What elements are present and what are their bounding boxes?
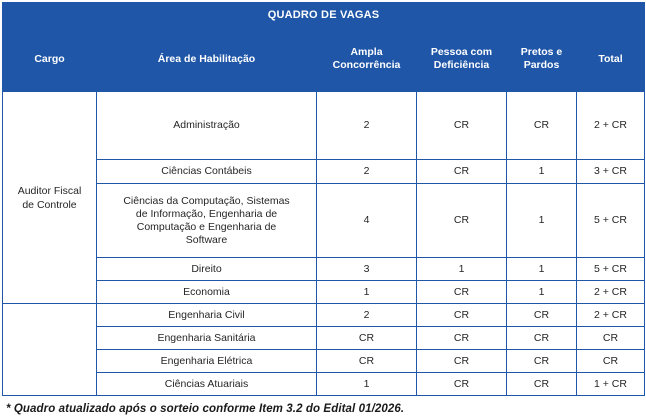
cell-pretos: CR — [507, 327, 577, 350]
cargo-label-line1: Auditor Fiscal — [17, 184, 82, 197]
cell-area: Engenharia Elétrica — [97, 350, 317, 373]
cell-ampla: CR — [317, 350, 417, 373]
column-header-total[interactable]: Total — [577, 27, 645, 92]
cell-pcd: CR — [417, 92, 507, 160]
table-title: QUADRO DE VAGAS — [3, 3, 645, 27]
cell-ampla: 4 — [317, 184, 417, 258]
cell-total: 5 + CR — [577, 184, 645, 258]
cell-pretos: CR — [507, 304, 577, 327]
cell-pretos: CR — [507, 92, 577, 160]
cell-pcd: CR — [417, 184, 507, 258]
cell-area: Ciências Atuariais — [97, 373, 317, 396]
column-header-pretos-e-pardos[interactable] — [507, 27, 577, 92]
cell-ampla: CR — [317, 327, 417, 350]
cell-area — [97, 184, 317, 258]
cell-area: Engenharia Sanitária — [97, 327, 317, 350]
cell-pretos: 1 — [507, 160, 577, 184]
cell-pcd: CR — [417, 281, 507, 304]
cell-area-line3: Computação e Engenharia de — [136, 220, 277, 233]
cell-pcd: CR — [417, 304, 507, 327]
table-row — [3, 350, 645, 373]
cell-total: 2 + CR — [577, 92, 645, 160]
cell-pretos: CR — [507, 373, 577, 396]
table-row — [3, 373, 645, 396]
table-title-row — [3, 3, 645, 27]
table-row — [3, 327, 645, 350]
cell-total: CR — [577, 327, 645, 350]
column-header-pretos-line1: Pretos e — [520, 46, 563, 58]
cell-area: Administração — [97, 92, 317, 160]
column-header-ampla-line1: Ampla — [350, 46, 383, 58]
table-row — [3, 258, 645, 281]
cell-total: CR — [577, 350, 645, 373]
table-row — [3, 304, 645, 327]
cell-area: Economia — [97, 281, 317, 304]
cell-ampla: 2 — [317, 160, 417, 184]
cell-pretos: 1 — [507, 281, 577, 304]
cell-pretos: 1 — [507, 184, 577, 258]
table-header-row — [3, 27, 645, 92]
cell-pcd: CR — [417, 350, 507, 373]
cargo-label-line2: de Controle — [22, 198, 77, 211]
vacancy-table — [2, 2, 645, 396]
cell-area-line4: Software — [185, 233, 228, 246]
column-header-pessoa-com-deficiencia[interactable] — [417, 27, 507, 92]
column-header-cargo[interactable]: Cargo — [3, 27, 97, 92]
cell-area-line1: Ciências da Computação, Sistemas — [123, 194, 290, 207]
cell-total: 5 + CR — [577, 258, 645, 281]
column-header-area-habilitacao[interactable]: Área de Habilitação — [97, 27, 317, 92]
column-header-pcd-line2: Deficiência — [433, 59, 490, 71]
cell-total: 3 + CR — [577, 160, 645, 184]
cell-ampla: 2 — [317, 304, 417, 327]
cell-total: 2 + CR — [577, 281, 645, 304]
table-row — [3, 160, 645, 184]
cargo-cell-blank — [3, 304, 97, 396]
column-header-pretos-line2: Pardos — [523, 59, 560, 71]
cell-ampla: 3 — [317, 258, 417, 281]
cell-ampla: 2 — [317, 92, 417, 160]
cell-pcd: CR — [417, 160, 507, 184]
column-header-ampla-concorrencia[interactable] — [317, 27, 417, 92]
cell-pcd: CR — [417, 327, 507, 350]
cell-area: Engenharia Civil — [97, 304, 317, 327]
cell-pretos: 1 — [507, 258, 577, 281]
cell-area-line2: de Informação, Engenharia de — [135, 207, 278, 220]
cell-total: 2 + CR — [577, 304, 645, 327]
cargo-cell-auditor-fiscal-de-controle — [3, 92, 97, 304]
cell-pcd: 1 — [417, 258, 507, 281]
cell-total: 1 + CR — [577, 373, 645, 396]
table-row — [3, 92, 645, 160]
cell-pretos: CR — [507, 350, 577, 373]
cell-ampla: 1 — [317, 281, 417, 304]
column-header-pcd-line1: Pessoa com — [430, 46, 493, 58]
table-footnote: * Quadro atualizado após o sorteio conforme Item 3.2 do Edital 01/2026. — [6, 403, 405, 415]
cell-area: Ciências Contábeis — [97, 160, 317, 184]
column-header-ampla-line2: Concorrência — [332, 59, 401, 71]
table-row — [3, 281, 645, 304]
table-row — [3, 184, 645, 258]
cell-pcd: CR — [417, 373, 507, 396]
cell-ampla: 1 — [317, 373, 417, 396]
cell-area: Direito — [97, 258, 317, 281]
